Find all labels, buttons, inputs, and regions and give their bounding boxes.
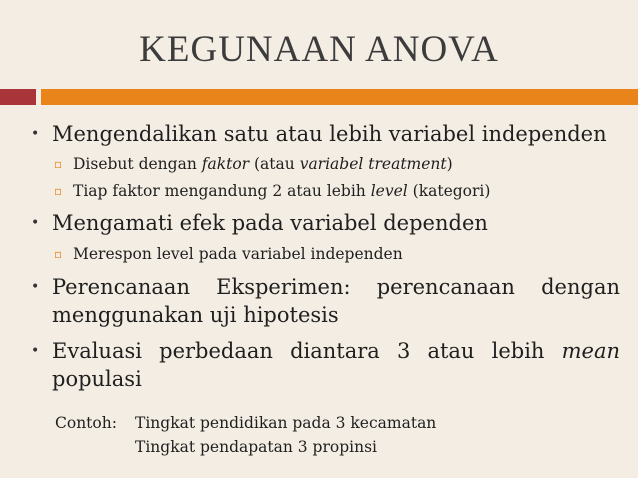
example-block: [55, 411, 436, 459]
sub-bullet-text: Merespon level pada variabel independen: [73, 245, 403, 263]
bullet-dot-icon: •: [31, 279, 40, 295]
bullet-item: [31, 209, 620, 237]
bullet-text: Mengendalikan satu atau lebih variabel independen: [52, 122, 607, 146]
example-item: Tingkat pendidikan pada 3 kecamatan: [135, 414, 437, 432]
sub-bullet-item: [54, 180, 623, 202]
accent-bar-left: [0, 89, 36, 105]
bullet-dot-icon: •: [31, 126, 40, 142]
example-line: [55, 435, 436, 459]
bullet-item: [31, 120, 620, 148]
bullet-text-line2: menggunakan uji hipotesis: [52, 303, 339, 327]
slide-title: KEGUNAAN ANOVA: [139, 29, 499, 70]
sub-bullet-text: Tiap faktor mengandung 2 atau lebih level (kategori): [73, 182, 491, 200]
bullet-dot-icon: •: [31, 215, 40, 231]
example-line: [55, 411, 436, 435]
bullet-text-line1: Perencanaan Eksperimen: perencanaan dengan: [52, 275, 620, 299]
sub-bullet-square-icon: ▫: [54, 184, 63, 198]
sub-bullet-text: Disebut dengan faktor (atau variabel treatment): [73, 155, 453, 173]
sub-bullet-square-icon: ▫: [54, 247, 63, 261]
sub-bullet-square-icon: ▫: [54, 157, 63, 171]
accent-bar-right: [41, 89, 638, 105]
bullet-item: [31, 273, 620, 329]
bullet-text-line2: populasi: [52, 367, 142, 391]
bullet-dot-icon: •: [31, 343, 40, 359]
bullet-item: [31, 337, 620, 393]
bullet-text: Mengamati efek pada variabel dependen: [52, 211, 488, 235]
sub-bullet-item: [54, 153, 623, 175]
example-item: Tingkat pendapatan 3 propinsi: [135, 438, 377, 456]
example-label: Contoh:: [55, 414, 117, 432]
bullet-text-line1: Evaluasi perbedaan diantara 3 atau lebih mean: [52, 339, 620, 363]
sub-bullet-item: [54, 243, 623, 265]
